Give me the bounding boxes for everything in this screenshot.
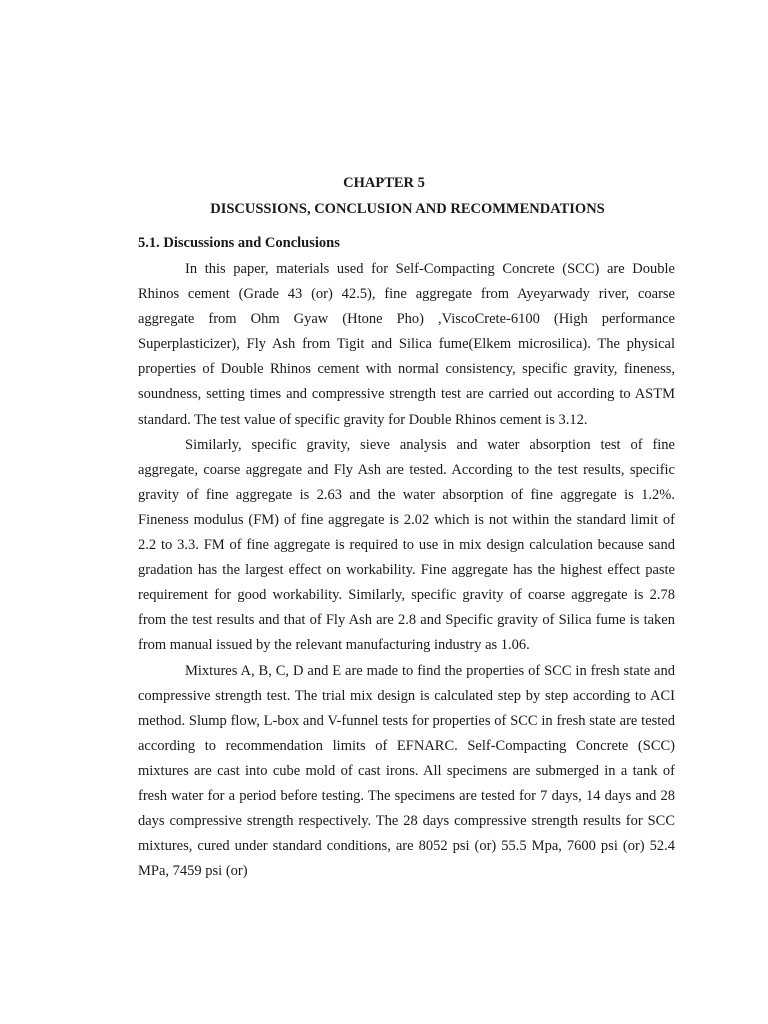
chapter-title: DISCUSSIONS, CONCLUSION AND RECOMMENDATIONS (210, 201, 605, 217)
section-body (138, 257, 675, 884)
paragraph-aggregate-tests: Similarly, specific gravity, sieve analysis and water absorption test of fine aggregate, coarse aggregate and Fly Ash are tested. According to the test results, specific gravity of fine aggregate is 2.63 and the water absorption of fine aggregate is 1.2%. Fineness modulus (FM) of fine aggregate is 2.02 which is not within the standard limit of 2.2 to 3.3. FM of fine aggregate is required to use in mix design calculation because sand gradation has the largest effect on workability. Fine aggregate has the highest effect paste requirement for good workability. Similarly, specific gravity of coarse aggregate is 2.78 from the test results and that of Fly Ash are 2.8 and Specific gravity of Silica fume is taken from manual issued by the relevant manufacturing industry as 1.06. (138, 436, 675, 654)
chapter-label: CHAPTER 5 (343, 175, 425, 191)
paragraph-materials: In this paper, materials used for Self-Compacting Concrete (SCC) are Double Rhinos cement (Grade 43 (or) 42.5), fine aggregate from Ayeyarwady river, coarse aggregate from Ohm Gyaw (Htone Pho) ,ViscoCrete-6100 (High performance Superplasticizer), Fly Ash from Tigit and Silica fume(Elkem microsilica). The physical properties of Double Rhinos cement with normal consistency, specific gravity, fineness, soundness, setting times and compressive strength test are carried out according to ASTM standard. The test value of specific gravity for Double Rhinos cement is 3.12. (138, 261, 675, 428)
section-heading: 5.1. Discussions and Conclusions (138, 235, 340, 251)
paragraph-mixtures: Mixtures A, B, C, D and E are made to find the properties of SCC in fresh state and compressive strength test. The trial mix design is calculated step by step according to ACI method. Slump flow, L-box and V-funnel tests for properties of SCC in fresh state are tested according to recommendation limits of EFNARC. Self-Compacting Concrete (SCC) mixtures are cast into cube mold of cast irons. All specimens are submerged in a tank of fresh water for a period before testing. The specimens are tested for 7 days, 14 days and 28 days compressive strength respectively. The 28 days compressive strength results for SCC mixtures, cured under standard conditions, are 8052 psi (or) 55.5 Mpa, 7600 psi (or) 52.4 MPa, 7459 psi (or) (138, 662, 675, 880)
